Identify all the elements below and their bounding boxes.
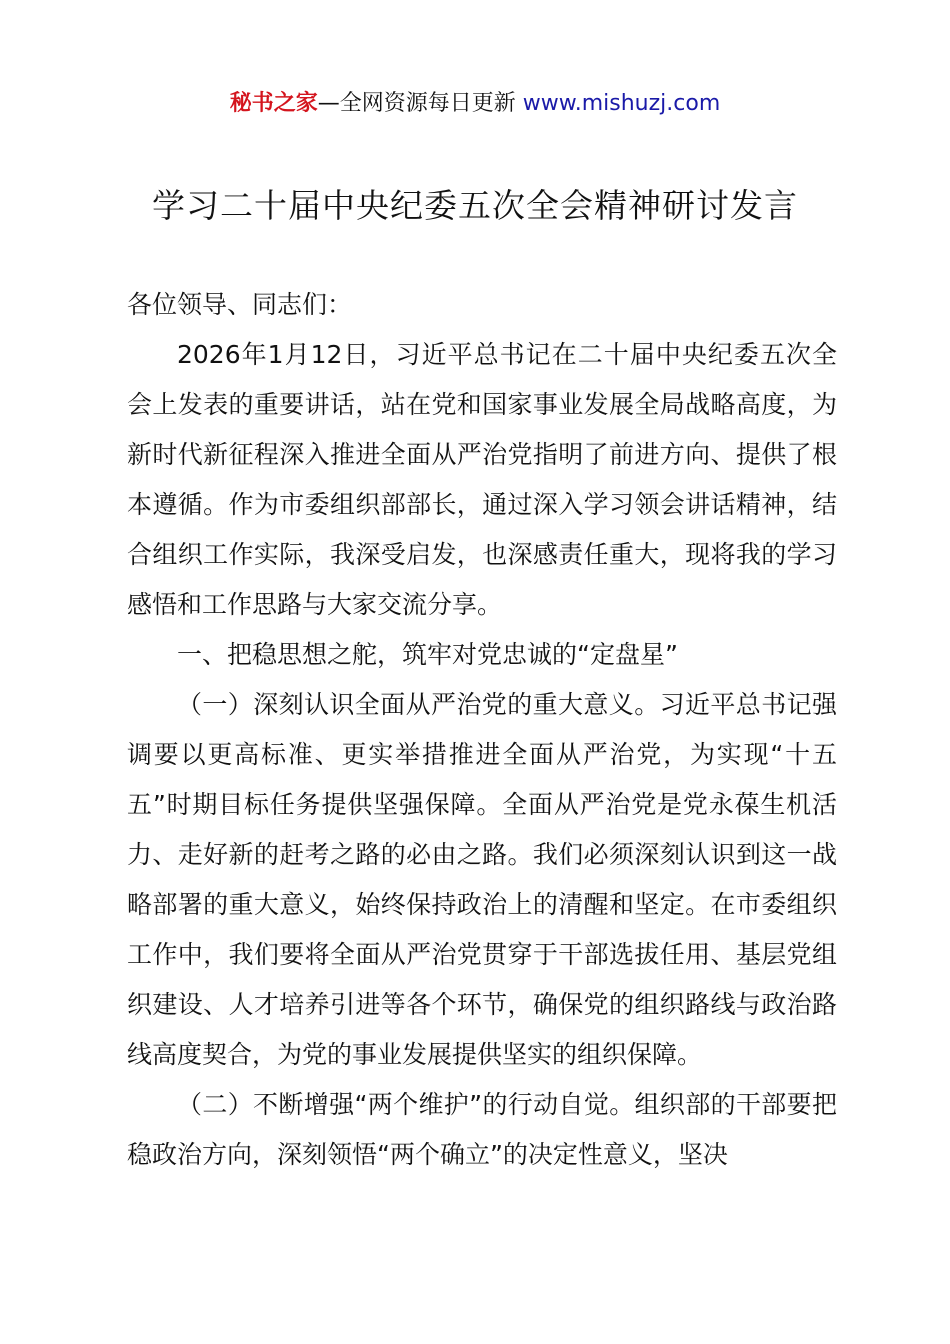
paragraph-subsection-1: （一）深刻认识全面从严治党的重大意义。习近平总书记强调要以更高标准、更实举措推进全面从严治党，为实现“十五五”时期目标任务提供坚强保障。全面从严治党是党永葆生机活力、走好新的赶考之路的必由之路。我们必须深刻认识到这一战略部署的重大意义，始终保持政治上的清醒和坚定。在市委组织工作中，我们要将全面从严治党贯穿于干部选拔任用、基层党组织建设、人才培养引进等各个环节，确保党的组织路线与政治路线高度契合，为党的事业发展提供坚实的组织保障。 (127, 690, 837, 1069)
site-header (0, 88, 950, 120)
section-heading-1: 一、把稳思想之舵，筑牢对党忠诚的“定盘星” (177, 640, 678, 669)
paragraph-subsection-2: （二）不断增强“两个维护”的行动自觉。组织部的干部要把稳政治方向，深刻领悟“两个确立”的决定性意义，坚决 (127, 1090, 837, 1169)
site-brand: 秘书之家 (229, 91, 318, 116)
document-title: 学习二十届中央纪委五次全会精神研讨发言 (152, 186, 798, 225)
salutation: 各位领导、同志们： (127, 290, 353, 319)
site-url-link[interactable]: www.mishuzj.com (522, 91, 721, 116)
site-tagline: —全网资源每日更新 (317, 91, 516, 116)
document-body (127, 280, 837, 1180)
paragraph-intro: 2026年1月12日，习近平总书记在二十届中央纪委五次全会上发表的重要讲话，站在党和国家事业发展全局战略高度，为新时代新征程深入推进全面从严治党指明了前进方向、提供了根本遵循。作为市委组织部部长，通过深入学习领会讲话精神，结合组织工作实际，我深受启发，也深感责任重大，现将我的学习感悟和工作思路与大家交流分享。 (127, 340, 837, 619)
